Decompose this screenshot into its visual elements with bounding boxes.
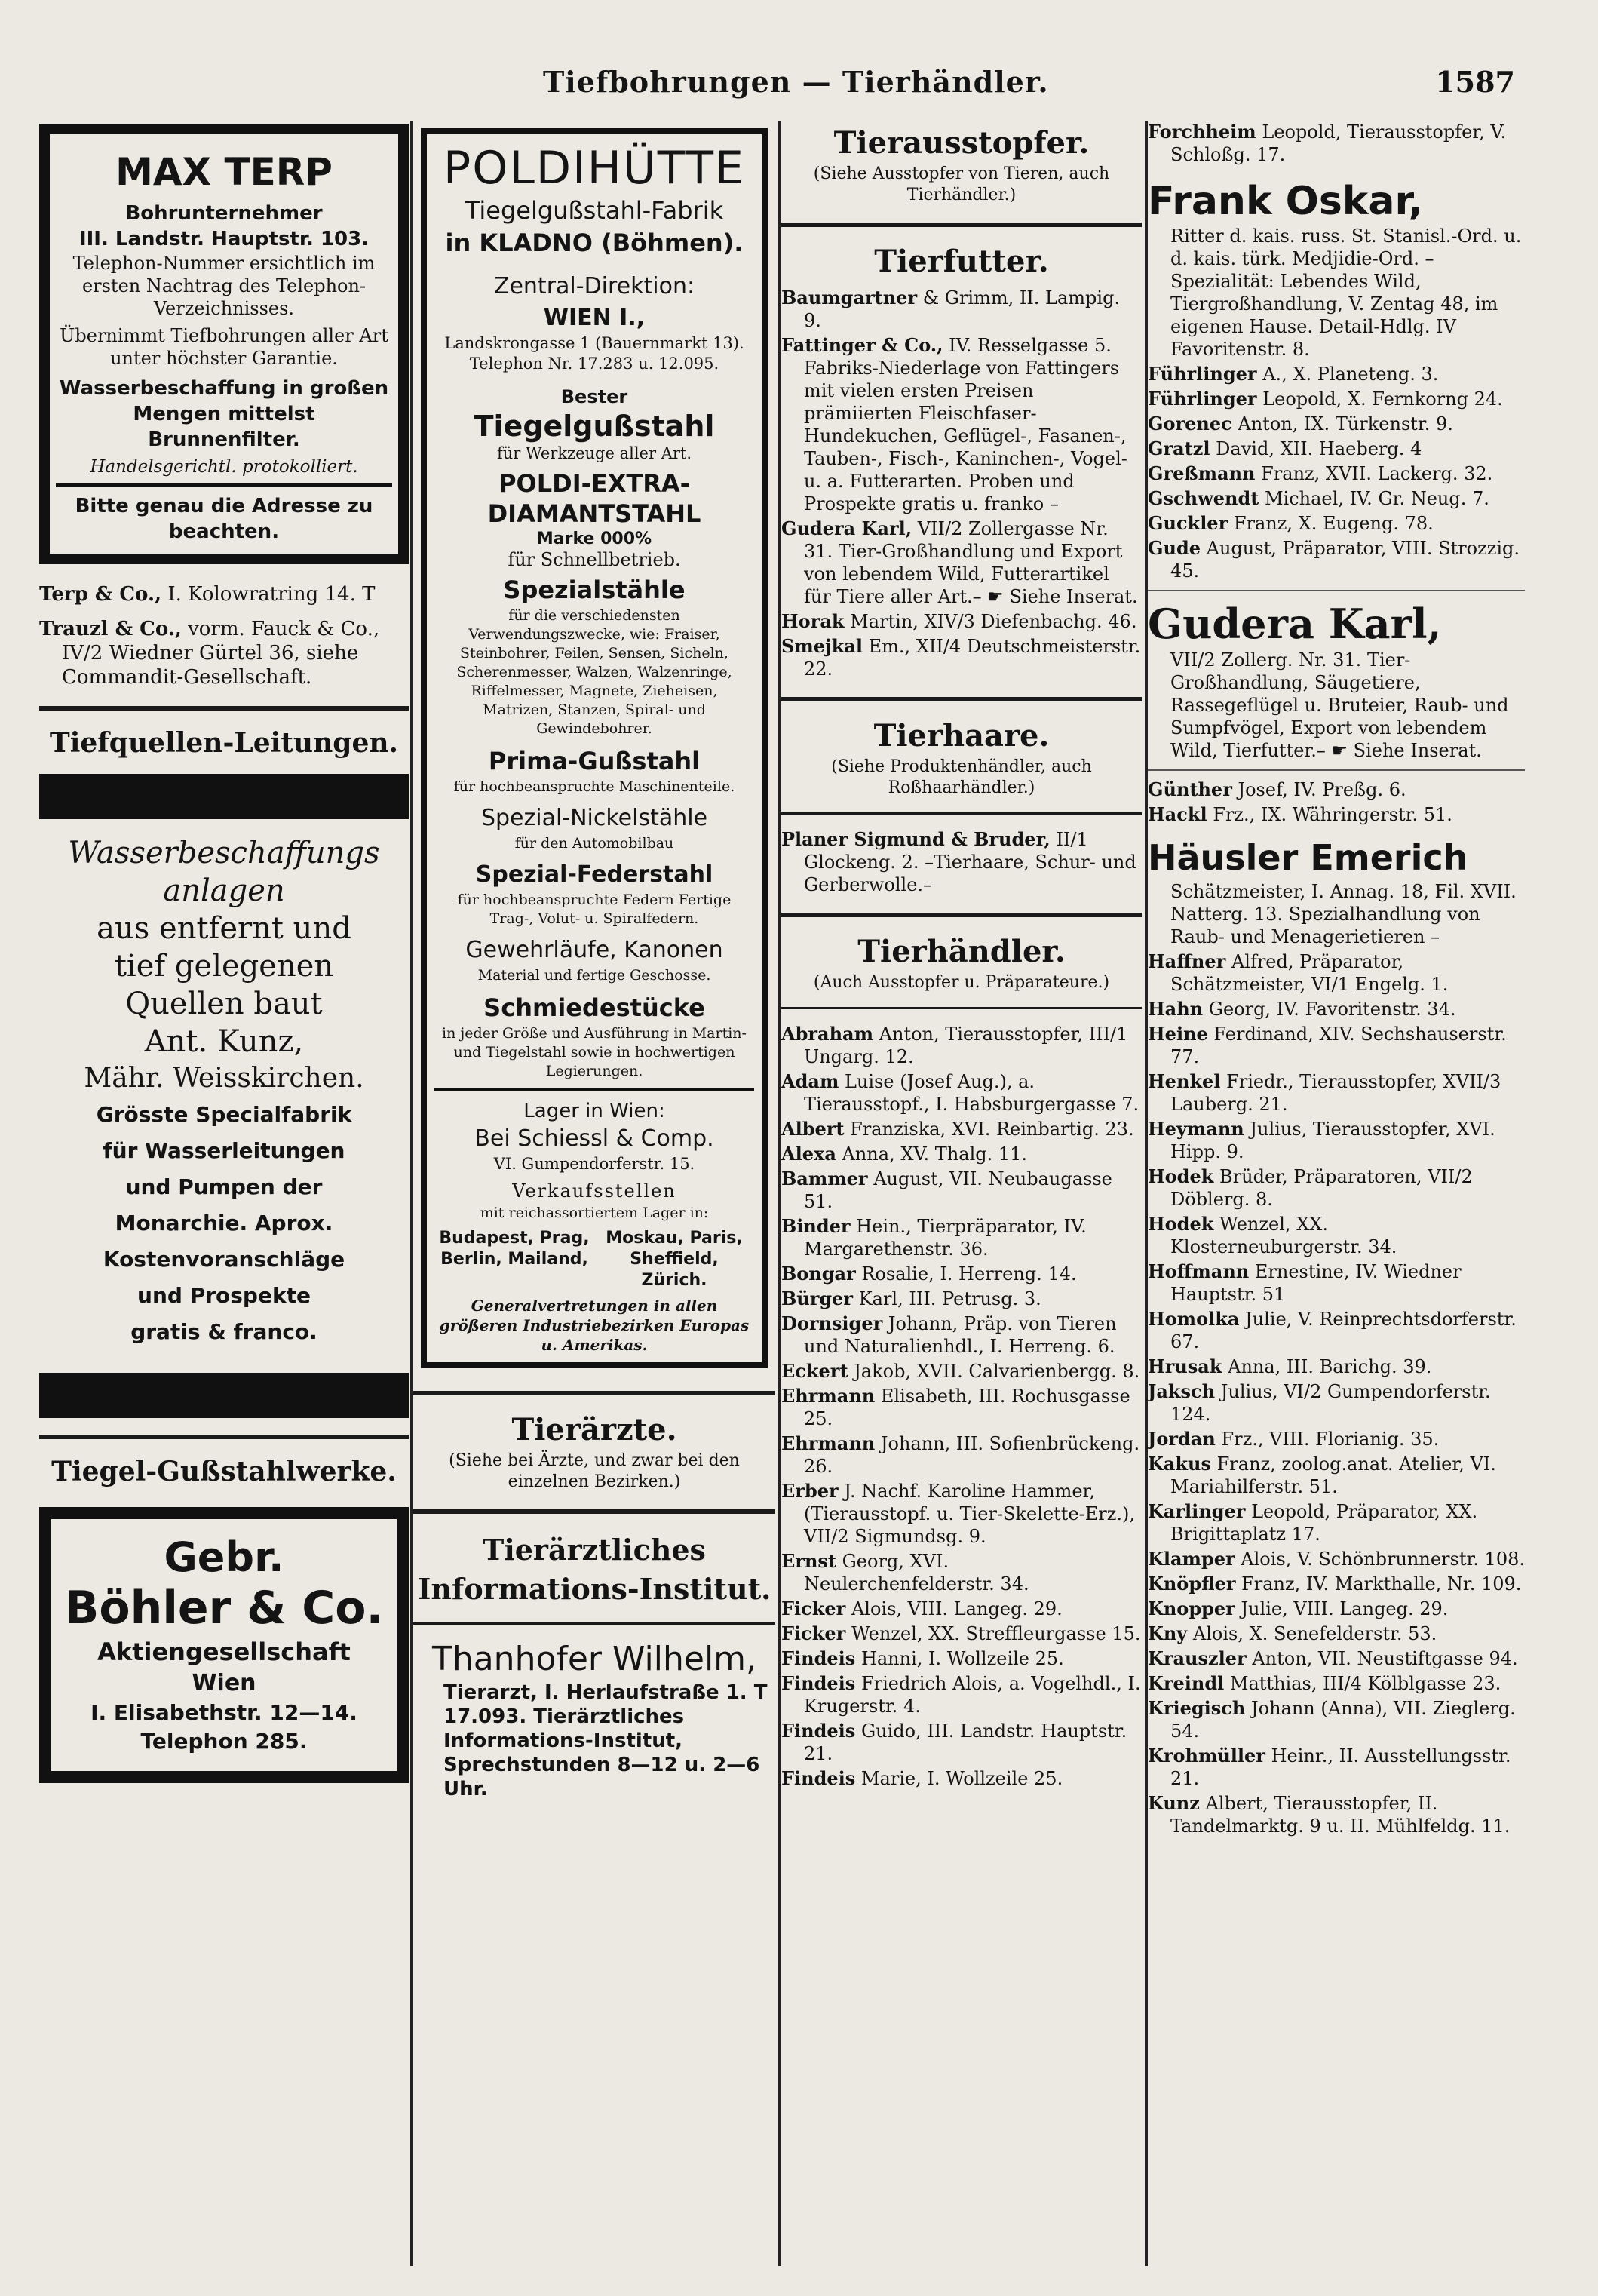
list-item xyxy=(781,1432,1142,1478)
ad-thanhofer-name: Thanhofer Wilhelm, xyxy=(431,1640,757,1678)
ad-poldi-line: Spezial-Nickelstähle xyxy=(480,805,708,831)
list-item xyxy=(781,1288,1142,1310)
list-item xyxy=(1148,1598,1525,1620)
divider xyxy=(413,1391,775,1395)
list-item xyxy=(1148,1428,1525,1450)
section-note: (Siehe Produktenhändler, auch Roßhaarhändler.) xyxy=(831,757,1092,797)
entry-name: Dornsiger xyxy=(781,1312,883,1334)
column-3 xyxy=(781,121,1142,1792)
ad-kunz xyxy=(39,834,409,1350)
entry-text: Ernestine, IV. Wiedner Hauptstr. 51 xyxy=(1170,1261,1462,1305)
entry-name: Hahn xyxy=(1148,998,1204,1020)
entry-text: Alois, X. Senefelderstr. 53. xyxy=(1192,1623,1437,1644)
entry-text: Franz, X. Eugeng. 78. xyxy=(1233,513,1434,534)
entry-name: Fattinger & Co., xyxy=(781,334,943,356)
entry-name: Gratzl xyxy=(1148,437,1210,459)
list-item xyxy=(1148,1355,1525,1378)
divider xyxy=(413,1622,775,1625)
entry-name: Planer Sigmund & Bruder, xyxy=(781,828,1051,850)
divider xyxy=(1148,590,1525,591)
ad-thanhofer xyxy=(413,1638,775,1801)
entry-text: I. Kolowratring 14. T xyxy=(167,583,376,606)
ad-poldi-line: in jeder Größe und Ausführung in Martin- und Tiegelstahl sowie in hochwertigen Legierungen. xyxy=(442,1025,747,1079)
list-item xyxy=(781,635,1142,680)
entry-text: Em., XII/4 Deutschmeisterstr. 22. xyxy=(804,636,1141,680)
dealer-list xyxy=(1148,778,1525,826)
list-item xyxy=(1148,1745,1525,1790)
section-heading: Tierfutter. xyxy=(874,244,1049,279)
column-1 xyxy=(39,121,409,1783)
list-item xyxy=(781,1480,1142,1548)
ad-poldi-line: VI. Gumpendorferstr. 15. xyxy=(493,1155,695,1173)
entry-text: Franziska, XVI. Reinbartig. 23. xyxy=(850,1119,1134,1140)
ad-kunz-line: Mähr. Weisskirchen. xyxy=(84,1063,364,1094)
ad-poldi-line: Schmiedestücke xyxy=(483,993,705,1022)
entry-name: Eckert xyxy=(781,1360,848,1382)
entry-name: Führlinger xyxy=(1148,363,1257,385)
list-item xyxy=(781,828,1142,896)
entry-text: Josef, IV. Preßg. 6. xyxy=(1238,779,1406,800)
divider xyxy=(413,1509,775,1514)
entry-name: Homolka xyxy=(1148,1308,1240,1330)
entry-text: Johann, Präp. von Tieren und Naturalienhdl., I. Herreng. 6. xyxy=(804,1313,1117,1357)
entry-name: Findeis xyxy=(781,1720,856,1742)
entry-name: Führlinger xyxy=(1148,388,1257,410)
column-2 xyxy=(413,121,775,1801)
entry-text: August, VII. Neubaugasse 51. xyxy=(804,1168,1112,1212)
ad-poldi-line: Bei Schiessl & Comp. xyxy=(474,1125,714,1152)
list-item xyxy=(781,1598,1142,1620)
entry-name: Guckler xyxy=(1148,512,1228,534)
list-item xyxy=(1148,998,1525,1021)
section-heading: Tierärzte. xyxy=(511,1412,677,1447)
entry-text: Guido, III. Landstr. Hauptstr. 21. xyxy=(804,1720,1127,1764)
entry-name: Greßmann xyxy=(1148,462,1256,484)
entry-name: Gudera Karl, xyxy=(781,517,912,539)
list-item xyxy=(1148,1548,1525,1570)
ad-boehler-line: Telephon 285. xyxy=(140,1729,308,1754)
list-item xyxy=(1148,1213,1525,1258)
entry-name: Erber xyxy=(781,1480,839,1502)
entry-text: Karl, III. Petrusg. 3. xyxy=(858,1288,1041,1309)
list-item xyxy=(1148,413,1525,435)
list-item xyxy=(1148,1453,1525,1498)
entry-text: II/1 Glockeng. 2. –Tierhaare, Schur- und Gerberwolle.– xyxy=(804,829,1136,895)
entry-text: Leopold, X. Fernkorng 24. xyxy=(1262,388,1503,410)
entry-name: Heymann xyxy=(1148,1118,1244,1140)
list-item xyxy=(781,1672,1142,1717)
entry-text: Wenzel, XX. Klosterneuburgerstr. 34. xyxy=(1170,1214,1397,1257)
list-item xyxy=(781,1118,1142,1140)
entry-name: Bürger xyxy=(781,1288,854,1309)
ad-poldi-line: für Werkzeuge aller Art. xyxy=(496,444,692,462)
entry-text: Albert, Tierausstopfer, II. Tandelmarktg. 9 u. II. Mühlfeldg. 11. xyxy=(1170,1793,1511,1837)
list-item xyxy=(781,1767,1142,1790)
section-heading: Tierhändler. xyxy=(857,934,1066,969)
entry-name: Terp & Co., xyxy=(39,583,162,606)
entry-name: Ehrmann xyxy=(781,1432,876,1454)
list-item xyxy=(1148,1165,1525,1211)
list-item xyxy=(781,1023,1142,1068)
entry-name: Klamper xyxy=(1148,1548,1235,1570)
list-item xyxy=(1148,1672,1525,1695)
ad-poldi-line: mit reichassortiertem Lager in: xyxy=(480,1205,709,1221)
divider xyxy=(781,812,1142,815)
ad-boehler-line: Gebr. xyxy=(164,1533,284,1581)
ad-boehler-line: I. Elisabethstr. 12—14. xyxy=(90,1700,357,1725)
entry-name: Knopper xyxy=(1148,1598,1235,1619)
entry-text: August, Präparator, VIII. Strozzig. 45. xyxy=(1170,538,1520,582)
entry-name: Baumgartner xyxy=(781,287,918,308)
ad-poldi-line: für die verschiedensten Verwendungszwecke, wie: Fraiser, Steinbohrer, Feilen, Sensen, Sicheln, Scherenmesser, Walzen, Walzenringe, Riffelmesser, Magnete, Zieheisen, Matrizen, Stanzen, Spiral- und Gewindebohrer. xyxy=(456,607,732,737)
entry-text: Leopold, Präparator, XX. Brigittaplatz 17. xyxy=(1170,1501,1478,1545)
list-item xyxy=(1148,1500,1525,1546)
list-item xyxy=(1148,1023,1525,1068)
list-item xyxy=(781,1263,1142,1285)
gudera-karl-name: Gudera Karl, xyxy=(1148,600,1442,648)
entry-text: David, XII. Haeberg. 4 xyxy=(1216,438,1422,459)
ad-poldi-line: Gewehrläufe, Kanonen xyxy=(465,937,723,963)
dealer-list xyxy=(1148,950,1525,1837)
column-4 xyxy=(1148,121,1525,1840)
entry-name: Abraham xyxy=(781,1023,873,1045)
entry-text: Leopold, Tierausstopfer, V. Schloßg. 17. xyxy=(1170,121,1507,165)
ad-poldi-line: für hochbeanspruchte Maschinenteile. xyxy=(453,778,735,795)
ad-poldi-line: Spezialstähle xyxy=(503,576,686,604)
frank-oskar-text: Ritter d. kais. russ. St. Stanisl.-Ord. u. d. kais. türk. Medjidie-Ord. –Spezialität: Lebendes Wild, Tiergroßhandlung, V. Zentag 48, im eigenen Hause. Detail-Hdlg. IV Favoritenstr. 8. xyxy=(1170,226,1522,360)
entry-text: Johann, III. Sofienbrückeng. 26. xyxy=(804,1433,1140,1477)
ad-kunz-line: Quellen baut xyxy=(125,987,323,1021)
entry-text: Alfred, Präparator, Schätzmeister, VI/1 Engelg. 1. xyxy=(1170,951,1449,995)
entry-text: Franz, XVII. Lackerg. 32. xyxy=(1261,463,1493,484)
section-note: (Siehe Ausstopfer von Tieren, auch Tierhändler.) xyxy=(813,164,1110,204)
divider xyxy=(781,1007,1142,1009)
ad-terp-line: III. Landstr. Hauptstr. 103. xyxy=(78,228,370,250)
entry-name: Hodek xyxy=(1148,1213,1214,1235)
divider xyxy=(781,913,1142,917)
list-item xyxy=(39,582,409,606)
entry-text: Rosalie, I. Herreng. 14. xyxy=(861,1263,1077,1285)
entry-text: Hanni, I. Wollzeile 25. xyxy=(860,1648,1064,1669)
divider xyxy=(39,1435,409,1439)
list-item xyxy=(1148,803,1525,826)
ad-poldi-line: Zentral-Direktion: xyxy=(493,273,695,299)
entry-text: Frz., VIII. Florianig. 35. xyxy=(1221,1429,1440,1450)
list-item xyxy=(1148,121,1525,166)
entry-text: Wenzel, XX. Streffleurgasse 15. xyxy=(851,1623,1141,1644)
haeusler-emerich-name: Häusler Emerich xyxy=(1148,837,1468,878)
entry-name: Heine xyxy=(1148,1023,1208,1045)
entry-text: Ferdinand, XIV. Sechshauserstr. 77. xyxy=(1170,1024,1507,1067)
ad-kunz-line: aus entfernt und xyxy=(97,911,351,946)
entry-name: Binder xyxy=(781,1215,851,1237)
entry-text: Julius, VI/2 Gumpendorferstr. 124. xyxy=(1170,1381,1491,1425)
frank-oskar-name: Frank Oskar, xyxy=(1148,179,1424,224)
ad-poldi-line: für Schnellbetrieb. xyxy=(508,549,681,570)
entry-name: Ficker xyxy=(781,1598,846,1619)
ad-poldi-line: Tiegelgußstahl-Fabrik xyxy=(465,196,724,225)
entry-text: Julie, V. Reinprechtsdorferstr. 67. xyxy=(1170,1309,1517,1352)
list-item xyxy=(781,1647,1142,1670)
ad-poldi-line: Bester xyxy=(560,386,628,407)
list-item xyxy=(1148,1380,1525,1426)
entry-name: Forchheim xyxy=(1148,121,1256,143)
entry-name: Findeis xyxy=(781,1647,856,1669)
ad-terp-line: Wasserbeschaffung in großen Mengen mittelst Brunnenfilter. xyxy=(59,377,389,451)
entry-name: Karlinger xyxy=(1148,1500,1246,1522)
ad-poldi-line: Generalvertretungen in allen größeren Industriebezirken Europas u. Amerikas. xyxy=(439,1297,750,1354)
divider xyxy=(1148,769,1525,771)
entry-name: Findeis xyxy=(781,1672,856,1694)
list-item xyxy=(781,1550,1142,1595)
entry-text: Martin, XIV/3 Diefenbachg. 46. xyxy=(850,611,1137,632)
list-item xyxy=(781,1360,1142,1383)
list-item xyxy=(1148,437,1525,460)
divider xyxy=(781,223,1142,227)
section-note: (Siehe bei Ärzte, und zwar bei den einzelnen Bezirken.) xyxy=(449,1451,740,1491)
entry-name: Kriegisch xyxy=(1148,1697,1246,1719)
entry-text: Heinr., II. Ausstellungsstr. 21. xyxy=(1170,1745,1511,1789)
section-heading: Tierhaare. xyxy=(873,718,1050,754)
entry-text: Alois, VIII. Langeg. 29. xyxy=(851,1598,1063,1619)
entry-text: vorm. Fauck & Co., IV/2 Wiedner Gürtel 36, siehe Commandit-Gesellschaft. xyxy=(62,618,380,689)
ad-poldi-line: Marke 000% xyxy=(536,529,652,548)
list-item xyxy=(1148,512,1525,535)
entry-name: Haffner xyxy=(1148,950,1226,972)
entry-name: Kny xyxy=(1148,1622,1188,1644)
entry-text: Friedr., Tierausstopfer, XVII/3 Lauberg. 21. xyxy=(1170,1071,1501,1115)
list-item xyxy=(1148,1118,1525,1163)
entry-name: Krauszler xyxy=(1148,1647,1247,1669)
entry-text: IV. Resselgasse 5. Fabriks-Niederlage von Fattingers mit vielen ersten Preisen prämiierten Fleischfaser-Hundekuchen, Geflügel-, Fasanen-, Tauben-, Fisch-, Kaninchen-, Vogel- u. a. Futterarten. Proben und Prospekte gratis u. franko – xyxy=(804,335,1127,514)
gudera-karl-text: VII/2 Zollerg. Nr. 31. Tier-Großhandlung, Säugetiere, Rassegeflügel u. Bruteier, Raub- und Sumpfvögel, Export von lebendem Wild, Tierfutter.– ☛ Siehe Inserat. xyxy=(1170,649,1509,761)
list-item xyxy=(781,1215,1142,1260)
ad-max-terp xyxy=(39,124,409,564)
list-item xyxy=(1148,1622,1525,1645)
entry-name: Ficker xyxy=(781,1622,846,1644)
entry-name: Gschwendt xyxy=(1148,487,1259,509)
list-item xyxy=(781,1168,1142,1213)
page-number: 1587 xyxy=(1435,65,1515,99)
list-item xyxy=(1148,462,1525,485)
list-item xyxy=(1148,1070,1525,1116)
list-item xyxy=(1148,1697,1525,1742)
ad-poldi-line: DIAMANTSTAHL xyxy=(487,499,701,528)
entry-name: Hrusak xyxy=(1148,1355,1222,1377)
entry-text: Hein., Tierpräparator, IV. Margarethenstr. 36. xyxy=(804,1216,1087,1260)
ad-poldi-line: POLDIHÜTTE xyxy=(443,142,745,195)
entry-text: J. Nachf. Karoline Hammer, (Tierausstopf. u. Tier-Skelette-Erz.), VII/2 Sigmundsg. 9. xyxy=(804,1481,1135,1547)
ad-kunz-line: tief gelegenen xyxy=(114,949,334,984)
entry-text: Jakob, XVII. Calvarienbergg. 8. xyxy=(854,1361,1140,1382)
ad-poldi-line: für den Automobilbau xyxy=(514,835,674,852)
ad-thanhofer-text: Tierarzt, I. Herlaufstraße 1. T 17.093. Tierärztliches Informations-Institut, Sprechstunden 8—12 u. 2—6 Uhr. xyxy=(443,1681,768,1800)
entry-text: Julius, Tierausstopfer, XVI. Hipp. 9. xyxy=(1170,1119,1495,1162)
entry-name: Trauzl & Co., xyxy=(39,618,182,640)
entry-text: Franz, zoolog.anat. Atelier, VI. Mariahilferstr. 51. xyxy=(1170,1453,1496,1497)
entry-text: Matthias, III/4 Kölblgasse 23. xyxy=(1229,1673,1501,1694)
entry-name: Gude xyxy=(1148,537,1201,559)
entry-text: Anton, VII. Neustiftgasse 94. xyxy=(1252,1648,1518,1669)
entry-text: Friedrich Alois, a. Vogelhdl., I. Krugerstr. 4. xyxy=(804,1673,1141,1717)
entry-name: Hodek xyxy=(1148,1165,1214,1187)
entry-name: Ernst xyxy=(781,1550,836,1572)
list-item xyxy=(1148,1647,1525,1670)
ad-poldihuette xyxy=(421,128,768,1368)
entry-text: A., X. Planeteng. 3. xyxy=(1262,364,1439,385)
list-item xyxy=(1148,363,1525,385)
list-item xyxy=(39,617,409,689)
list-item xyxy=(781,1385,1142,1430)
entry-name: Bongar xyxy=(781,1263,856,1285)
black-bar xyxy=(39,774,409,819)
list-item xyxy=(781,517,1142,608)
entry-text: Georg, XVI. Neulerchenfelderstr. 34. xyxy=(804,1551,1029,1595)
ad-boehler-line: Wien xyxy=(192,1670,256,1696)
entry-name: Horak xyxy=(781,610,845,632)
ad-kunz-line: und Prospekte xyxy=(137,1283,311,1308)
entry-name: Henkel xyxy=(1148,1070,1221,1092)
entry-text: Anna, XV. Thalg. 11. xyxy=(842,1143,1028,1165)
divider xyxy=(781,697,1142,701)
ad-poldi-line: Moskau, Paris, Sheffield, Zürich. xyxy=(606,1229,743,1290)
ad-terp-line: Bitte genau die Adresse zu beachten. xyxy=(75,495,373,543)
section-heading: Tierausstopfer. xyxy=(833,125,1090,161)
ad-poldi-line: Spezial-Federstahl xyxy=(475,861,713,888)
dealer-list xyxy=(1148,363,1525,582)
entry-text: Anton, Tierausstopfer, III/1 Ungarg. 12. xyxy=(804,1024,1128,1067)
entry-name: Adam xyxy=(781,1070,839,1092)
list-item xyxy=(1148,778,1525,801)
ad-boehler-line: Aktiengesellschaft xyxy=(97,1638,351,1666)
entry-text: Franz, IV. Markthalle, Nr. 109. xyxy=(1241,1573,1522,1595)
list-item xyxy=(1148,1308,1525,1353)
entry-text: Marie, I. Wollzeile 25. xyxy=(860,1768,1063,1789)
ad-kunz-line: gratis & franco. xyxy=(130,1319,317,1344)
entry-name: Günther xyxy=(1148,778,1232,800)
entry-text: Anna, III. Barichg. 39. xyxy=(1228,1356,1432,1377)
divider xyxy=(39,706,409,711)
ad-kunz-line: Kostenvoranschläge xyxy=(103,1247,345,1272)
ad-poldi-line: Verkaufsstellen xyxy=(512,1180,676,1202)
list-item xyxy=(781,610,1142,633)
entry-name: Krohmüller xyxy=(1148,1745,1265,1767)
list-item xyxy=(781,1312,1142,1358)
haeusler-emerich-text: Schätzmeister, I. Annag. 18, Fil. XVII. Natterg. 13. Spezialhandlung von Raub- und Menagerietieren – xyxy=(1170,881,1517,947)
entry-text: Frz., IX. Währingerstr. 51. xyxy=(1213,804,1452,825)
entry-name: Kunz xyxy=(1148,1792,1200,1814)
entry-name: Albert xyxy=(781,1118,845,1140)
list-item xyxy=(1148,1792,1525,1837)
entry-name: Alexa xyxy=(781,1143,836,1165)
ad-terp-line: Handelsgerichtl. protokolliert. xyxy=(90,457,358,477)
ad-boehler xyxy=(39,1507,409,1783)
list-item xyxy=(1148,388,1525,410)
list-item xyxy=(781,1070,1142,1116)
ad-kunz-line: Wasserbeschaffungs anlagen xyxy=(68,836,380,908)
ad-terp-line: Bohrunternehmer xyxy=(125,202,323,225)
list-item xyxy=(781,1720,1142,1765)
entry-text: VII/2 Zollergasse Nr. 31. Tier-Großhandlung und Export von lebendem Wild, Futterartikel für Tiere aller Art.– ☛ Siehe Inserat. xyxy=(804,518,1138,607)
ad-terp-name: MAX TERP xyxy=(115,150,333,194)
ad-kunz-line: Ant. Kunz, xyxy=(144,1024,304,1059)
section-heading: Tierärztliches Informations-Institut. xyxy=(417,1533,771,1606)
entry-name: Hackl xyxy=(1148,803,1207,825)
ad-kunz-line: für Wasserleitungen xyxy=(103,1138,345,1163)
ad-poldi-line: WIEN I., xyxy=(543,305,646,331)
entry-text: Luise (Josef Aug.), a. Tierausstopf., I. Habsburgergasse 7. xyxy=(804,1071,1139,1115)
ad-poldi-line: Landskrongasse 1 (Bauernmarkt 13). xyxy=(444,334,744,352)
ad-poldi-line: Tiegelgußstahl xyxy=(474,410,715,443)
black-bar xyxy=(39,1373,409,1418)
entry-text: Anton, IX. Türkenstr. 9. xyxy=(1238,413,1453,434)
dealer-list xyxy=(781,1023,1142,1790)
entry-name: Knöpfler xyxy=(1148,1573,1236,1595)
entry-name: Smejkal xyxy=(781,635,863,657)
ad-poldi-line: Prima-Gußstahl xyxy=(488,747,701,775)
ad-kunz-line: Grösste Specialfabrik xyxy=(96,1102,352,1127)
list-item xyxy=(781,1143,1142,1165)
ad-poldi-line: Telephon Nr. 17.283 u. 12.095. xyxy=(469,355,719,373)
entry-text: Johann (Anna), VII. Zieglerg. 54. xyxy=(1170,1698,1516,1742)
entry-name: Kakus xyxy=(1148,1453,1211,1475)
entry-name: Bammer xyxy=(781,1168,868,1189)
ad-kunz-line: Monarchie. Aprox. xyxy=(115,1211,333,1235)
ad-poldi-line: Lager in Wien: xyxy=(523,1100,665,1122)
list-item xyxy=(781,287,1142,332)
running-header: Tiefbohrungen — Tierhändler. xyxy=(543,65,1049,99)
entry-name: Hoffmann xyxy=(1148,1260,1250,1282)
entry-text: Georg, IV. Favoritenstr. 34. xyxy=(1208,999,1456,1020)
entry-name: Gorenec xyxy=(1148,413,1232,434)
divider xyxy=(434,1088,754,1091)
entry-text: Michael, IV. Gr. Neug. 7. xyxy=(1264,488,1489,509)
ad-poldi-line: Material und fertige Geschosse. xyxy=(477,967,711,984)
list-item xyxy=(1148,537,1525,582)
ad-kunz-line: und Pumpen der xyxy=(125,1174,323,1199)
ad-poldi-line: für hochbeanspruchte Federn Fertige Trag-, Volut- u. Spiralfedern. xyxy=(457,892,732,927)
section-heading: Tiegel-Gußstahlwerke. xyxy=(51,1456,397,1487)
entry-name: Ehrmann xyxy=(781,1385,876,1407)
list-item xyxy=(781,1622,1142,1645)
ad-poldi-line: POLDI-EXTRA- xyxy=(498,469,690,498)
ad-terp-line: Telephon-Nummer ersichtlich im ersten Nachtrag des Telephon-Verzeichnisses. xyxy=(72,253,376,319)
entry-text: Elisabeth, III. Rochusgasse 25. xyxy=(804,1386,1130,1429)
ad-boehler-line: Böhler & Co. xyxy=(64,1582,384,1635)
entry-name: Jaksch xyxy=(1148,1380,1216,1402)
list-item xyxy=(1148,1573,1525,1595)
divider xyxy=(56,483,392,487)
list-item xyxy=(1148,1260,1525,1306)
entry-name: Findeis xyxy=(781,1767,856,1789)
entry-name: Jordan xyxy=(1148,1428,1216,1450)
entry-text: Alois, V. Schönbrunnerstr. 108. xyxy=(1241,1549,1525,1570)
list-item xyxy=(1148,487,1525,510)
entry-name: Kreindl xyxy=(1148,1672,1225,1694)
section-heading: Tiefquellen-Leitungen. xyxy=(49,727,399,759)
ad-terp-line: Übernimmt Tiefbohrungen aller Art unter höchster Garantie. xyxy=(60,325,388,369)
list-item xyxy=(1148,950,1525,996)
list-item xyxy=(781,334,1142,515)
section-note: (Auch Ausstopfer u. Präparateure.) xyxy=(813,973,1110,992)
ad-poldi-line: in KLADNO (Böhmen). xyxy=(445,229,744,257)
entry-text: Julie, VIII. Langeg. 29. xyxy=(1241,1598,1449,1619)
entry-text: Brüder, Präparatoren, VII/2 Döblerg. 8. xyxy=(1170,1166,1473,1210)
entry-text: & Grimm, II. Lampig. 9. xyxy=(804,287,1121,331)
ad-poldi-line: Budapest, Prag, Berlin, Mailand, xyxy=(439,1229,590,1269)
